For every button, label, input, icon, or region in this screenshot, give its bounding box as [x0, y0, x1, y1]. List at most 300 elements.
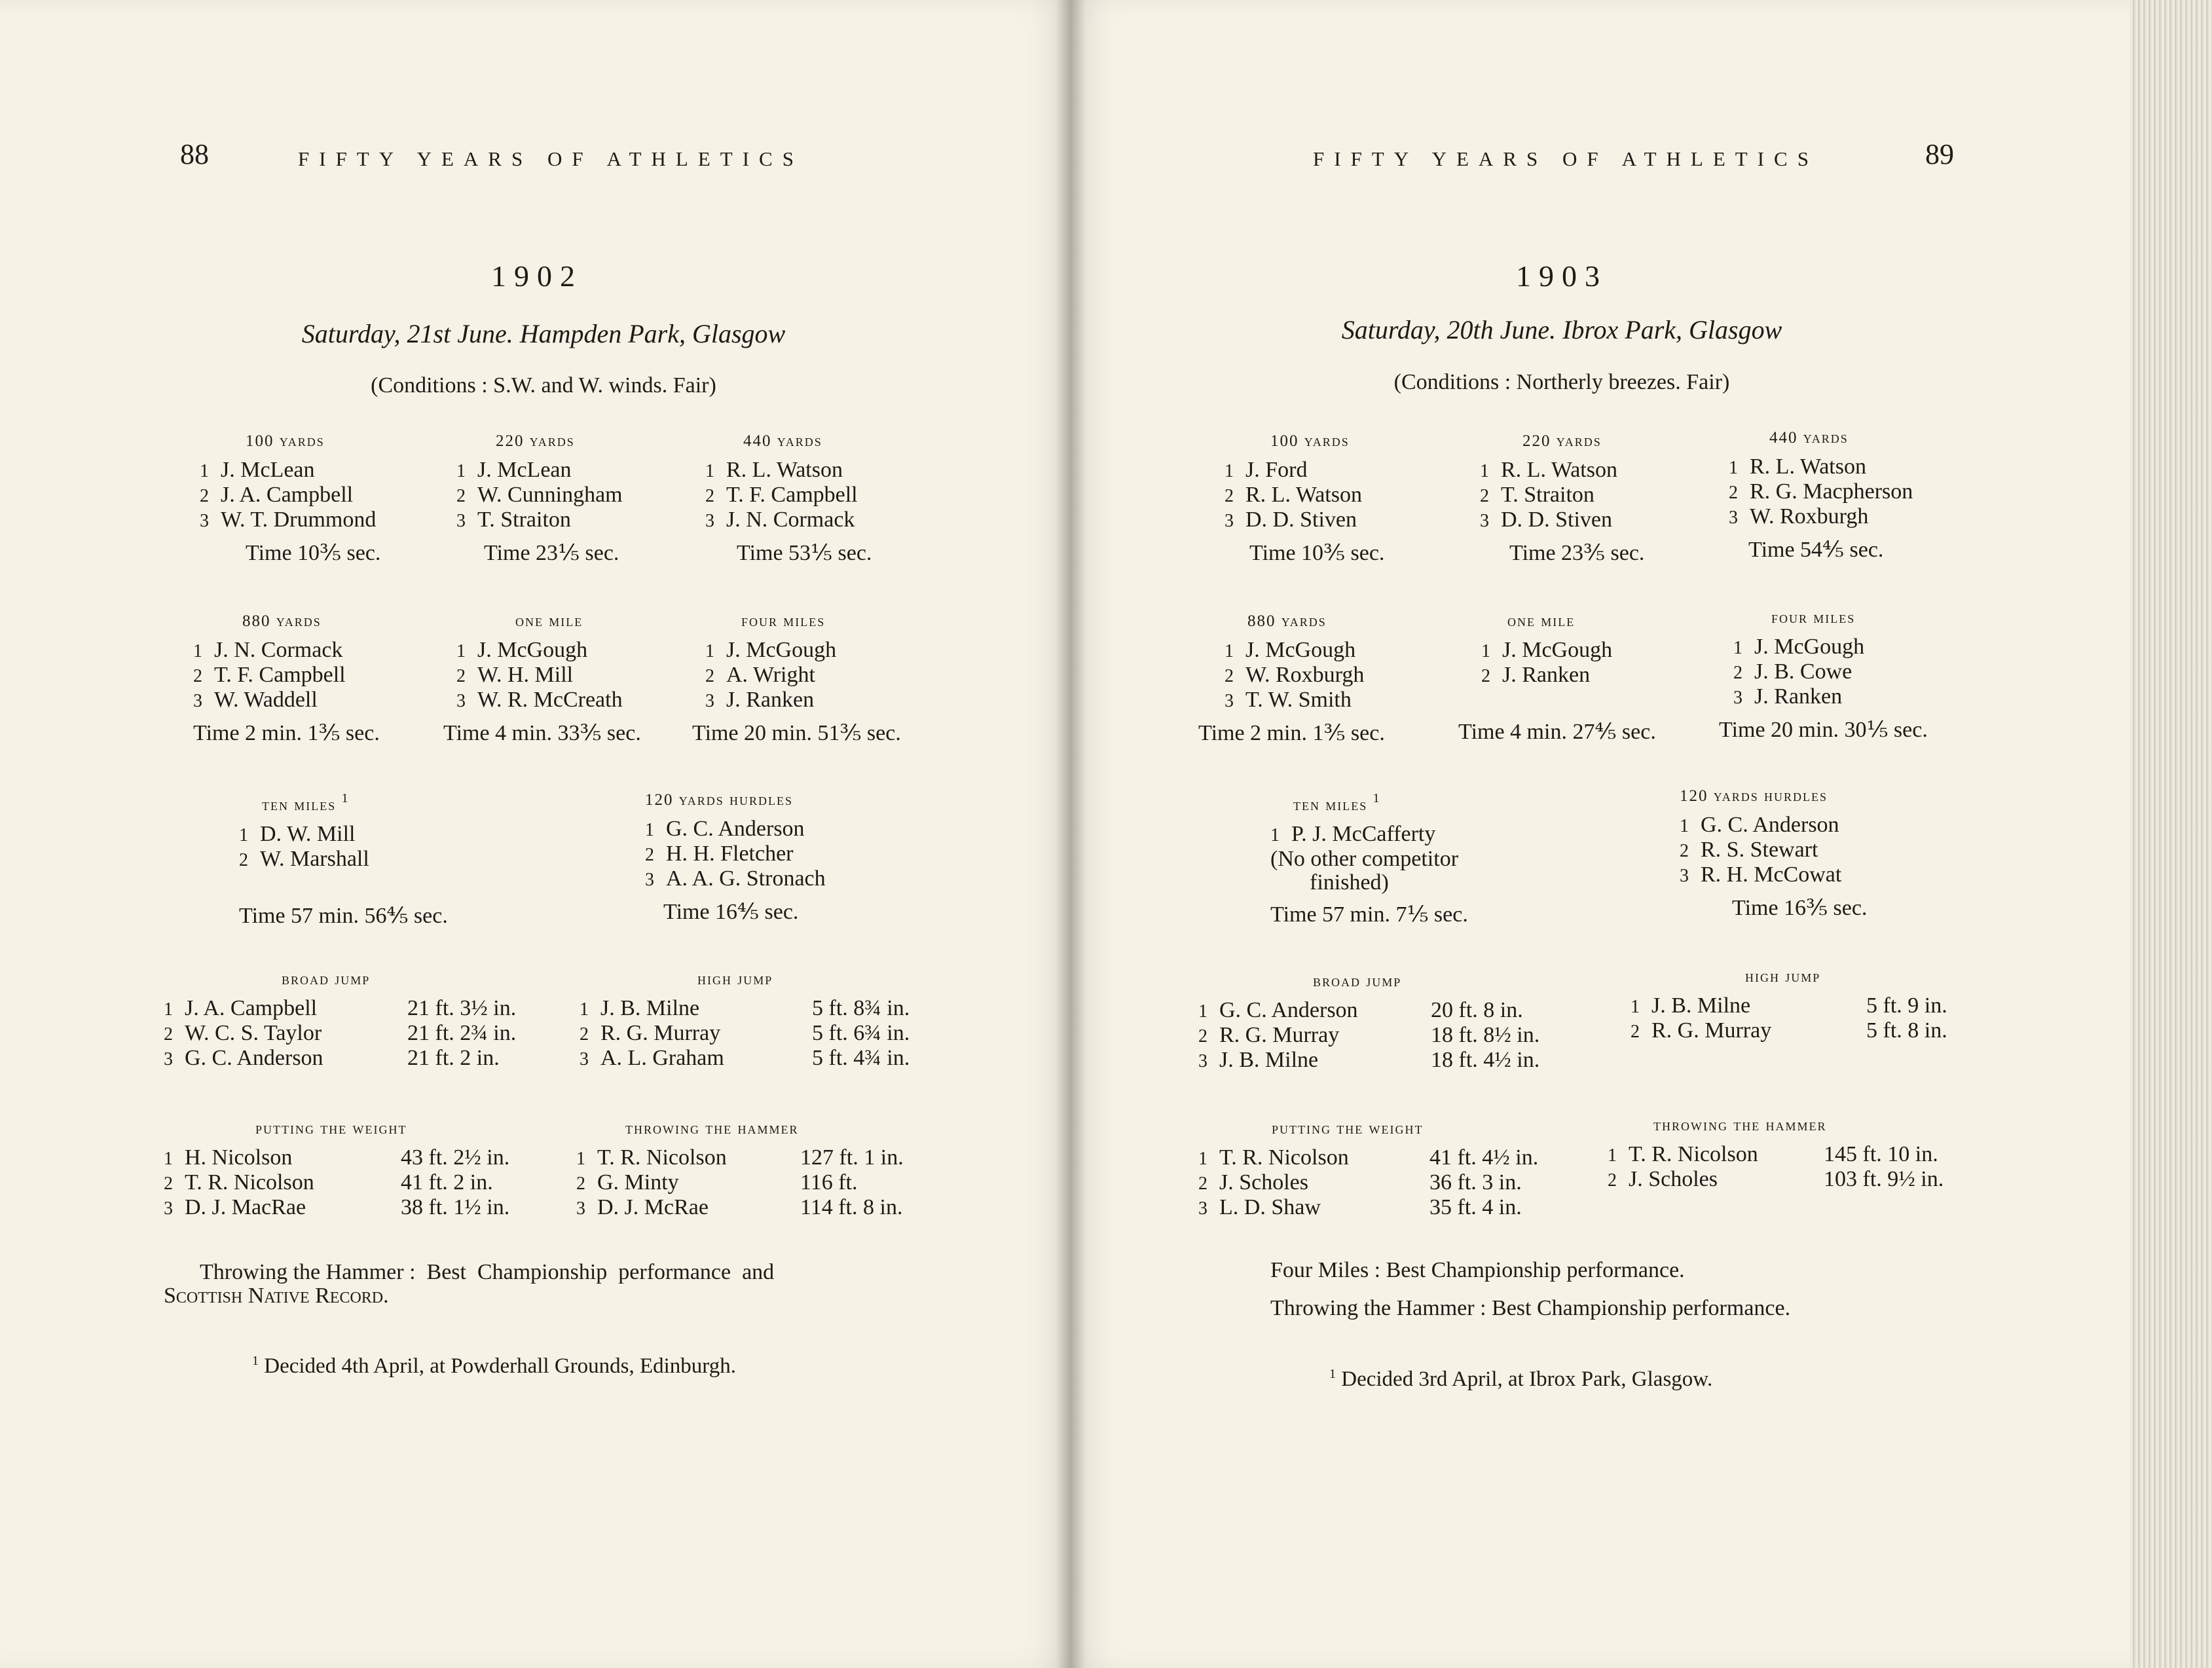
result-mark: 5 ft. 8 in.: [1866, 1018, 1947, 1043]
athlete-name: R. H. McCowat: [1701, 862, 1842, 887]
winning-time: Time 57 min. 7⅕ sec.: [1270, 902, 1468, 927]
footnote-marker: 1: [1329, 1367, 1336, 1381]
result-mark: 18 ft. 8½ in.: [1431, 1023, 1540, 1047]
record-note-line: Scottish Native Record.: [164, 1284, 389, 1308]
footnote-marker: 1: [252, 1354, 259, 1368]
place-number: 2: [1225, 666, 1234, 686]
athlete-name: W. Marshall: [260, 847, 369, 871]
winning-time: Time 23⅕ sec.: [484, 541, 619, 565]
event-title: 440 yards: [1769, 429, 1849, 447]
result-line: [456, 483, 623, 508]
athlete-name: R. G. Macpherson: [1750, 479, 1913, 504]
event-440-yards: [1729, 429, 1913, 563]
result-line: [1608, 1143, 1974, 1168]
athlete-name: T. Straiton: [1501, 483, 1594, 507]
meeting-dateline: Saturday, 21st June. Hampden Park, Glasgow: [301, 319, 786, 348]
athlete-name: R. L. Watson: [1245, 483, 1362, 507]
winning-time: Time 23⅗ sec.: [1509, 541, 1645, 565]
result-mark: 5 ft. 9 in.: [1866, 993, 1947, 1018]
event-440-yards: [705, 432, 872, 566]
place-number: 1: [1270, 825, 1280, 845]
result-line: [1198, 1048, 1565, 1073]
place-number: 2: [705, 666, 714, 686]
athlete-name: L. D. Shaw: [1219, 1195, 1321, 1219]
event-title: 120 yards hurdles: [1680, 787, 1828, 805]
result-line: [580, 997, 946, 1022]
event-title-text: ten miles: [262, 796, 337, 814]
athlete-name: A. Wright: [726, 663, 815, 687]
place-number: 1: [1481, 641, 1490, 661]
athlete-name: J. Scholes: [1629, 1167, 1718, 1191]
result-line: [1680, 813, 1867, 838]
athlete-name: T. F. Campbell: [214, 663, 346, 687]
event-title: high jump: [1745, 968, 1821, 986]
result-line: [576, 1146, 956, 1171]
winning-time: Time 4 min. 27⅘ sec.: [1458, 720, 1656, 744]
result-line: [1733, 685, 1928, 710]
result-line: [1631, 994, 1997, 1019]
result-line: [1680, 863, 1867, 888]
event-title-text: ten miles: [1293, 796, 1368, 814]
place-number: 2: [1198, 1174, 1207, 1194]
event-high-jump: [580, 971, 946, 1071]
result-line: [705, 483, 872, 508]
record-note-line: Throwing the Hammer : Best Championship performance.: [1270, 1296, 1791, 1320]
athlete-name: W. Cunningham: [477, 483, 623, 507]
result-mark: 103 ft. 9½ in.: [1824, 1167, 1944, 1191]
athlete-name: T. R. Nicolson: [1629, 1142, 1758, 1166]
result-line: [705, 663, 901, 688]
result-note: (No other competitor: [1270, 847, 1459, 871]
place-number: 3: [1480, 511, 1489, 531]
place-number: 2: [1733, 663, 1742, 683]
result-line: [164, 1171, 557, 1196]
athlete-name: W. Roxburgh: [1245, 663, 1365, 687]
place-number: 3: [705, 511, 714, 531]
place-number: 2: [705, 486, 714, 506]
result-line: [456, 663, 641, 688]
athlete-name: T. R. Nicolson: [597, 1145, 727, 1170]
winning-time: Time 16⅗ sec.: [1732, 896, 1868, 920]
result-line: [1198, 1146, 1565, 1171]
athlete-name: G. C. Anderson: [1701, 813, 1839, 837]
athlete-name: T. W. Smith: [1245, 688, 1352, 712]
result-line: [1608, 1168, 1974, 1193]
page-number: 89: [1925, 138, 1954, 170]
place-number: 2: [164, 1024, 173, 1045]
result-line: [645, 842, 826, 867]
place-number: 3: [456, 691, 466, 711]
result-line: [645, 817, 826, 842]
athlete-name: J. N. Cormack: [726, 508, 855, 532]
place-number: 1: [164, 999, 173, 1020]
event-one-mile: [1458, 612, 1656, 745]
place-number: 2: [200, 486, 209, 506]
athlete-name: J. McLean: [221, 458, 315, 482]
result-line: [576, 1196, 956, 1221]
result-line: [705, 508, 872, 533]
winning-time: Time 4 min. 33⅗ sec.: [443, 721, 641, 745]
place-number: 1: [645, 820, 654, 840]
place-number: 3: [200, 511, 209, 531]
result-line: [193, 663, 380, 688]
place-number: 3: [1225, 511, 1234, 531]
event-title: 100 yards: [246, 432, 325, 450]
athlete-name: R. L. Watson: [726, 458, 843, 482]
result-mark: 116 ft.: [800, 1170, 858, 1195]
result-line: [645, 867, 826, 892]
athlete-name: G. Minty: [597, 1170, 679, 1195]
winning-time: Time 53⅕ sec.: [737, 541, 872, 565]
event-title: [239, 791, 448, 815]
athlete-name: J. Ford: [1245, 458, 1308, 482]
place-number: 2: [1680, 841, 1689, 861]
result-line: [164, 997, 557, 1022]
result-line: [1225, 663, 1385, 688]
result-line: [576, 1171, 956, 1196]
result-line: [1680, 838, 1867, 863]
athlete-name: J. McGough: [726, 638, 837, 662]
result-mark: 41 ft. 2 in.: [401, 1170, 493, 1195]
result-line: [1480, 483, 1644, 508]
result-line: [1733, 635, 1928, 660]
athlete-name: J. B. Cowe: [1754, 659, 1853, 684]
result-line: [1481, 663, 1656, 688]
athlete-name: J. Ranken: [726, 688, 815, 712]
result-mark: 36 ft. 3 in.: [1429, 1170, 1522, 1195]
result-mark: 5 ft. 8¾ in.: [812, 996, 910, 1020]
place-number: 1: [456, 461, 466, 481]
athlete-name: H. Nicolson: [185, 1145, 293, 1170]
result-line: [1729, 505, 1913, 530]
place-number: 3: [705, 691, 714, 711]
place-number: 1: [1608, 1145, 1617, 1166]
result-line: [1198, 1196, 1565, 1221]
result-mark: 38 ft. 1½ in.: [401, 1195, 510, 1219]
athlete-name: D. J. McRae: [597, 1195, 709, 1219]
result-line: [200, 483, 380, 508]
athlete-name: R. S. Stewart: [1701, 838, 1818, 862]
athlete-name: T. R. Nicolson: [185, 1170, 314, 1195]
place-number: 2: [1631, 1022, 1640, 1042]
result-mark: 5 ft. 6¾ in.: [812, 1021, 910, 1045]
athlete-name: T. F. Campbell: [726, 483, 858, 507]
footnote-marker: 1: [1373, 791, 1381, 806]
result-line: [200, 458, 380, 483]
result-line: [1631, 1019, 1997, 1044]
result-line: [456, 639, 641, 663]
event-title: 220 yards: [496, 432, 575, 450]
place-number: 2: [1225, 486, 1234, 506]
athlete-name: P. J. McCafferty: [1291, 822, 1436, 846]
event-title: 100 yards: [1270, 432, 1350, 450]
place-number: 1: [1225, 461, 1234, 481]
result-line: [239, 847, 448, 872]
athlete-name: D. D. Stiven: [1245, 508, 1357, 532]
place-number: 1: [1733, 638, 1742, 658]
athlete-name: J. McLean: [477, 458, 572, 482]
result-mark: 21 ft. 2 in.: [407, 1046, 500, 1070]
event-120-yards-hurdles: [645, 791, 826, 925]
result-mark: 18 ft. 4½ in.: [1431, 1048, 1540, 1072]
winning-time: Time 16⅘ sec.: [663, 900, 799, 924]
athlete-name: J. McGough: [1502, 638, 1613, 662]
athlete-name: D. J. MacRae: [185, 1195, 306, 1219]
result-line: [164, 1022, 557, 1047]
result-mark: 114 ft. 8 in.: [800, 1195, 903, 1219]
place-number: 3: [164, 1049, 173, 1069]
result-line: [705, 688, 901, 713]
page-edges: [2130, 0, 2212, 1668]
place-number: 1: [1631, 997, 1640, 1017]
result-mark: 21 ft. 3½ in.: [407, 996, 517, 1020]
place-number: 2: [1729, 483, 1738, 503]
event-putting-the-weight: [164, 1120, 557, 1221]
result-note: finished): [1310, 870, 1389, 895]
year-heading: 1902: [491, 259, 583, 293]
result-line: [705, 458, 872, 483]
athlete-name: G. C. Anderson: [185, 1046, 323, 1070]
place-number: 2: [645, 845, 654, 865]
event-220-yards: [456, 432, 623, 566]
athlete-name: W. Waddell: [214, 688, 318, 712]
place-number: 1: [1225, 641, 1234, 661]
place-number: 1: [705, 461, 714, 481]
result-line: [1225, 458, 1384, 483]
result-mark: 35 ft. 4 in.: [1429, 1195, 1522, 1219]
event-title: one mile: [1507, 612, 1576, 630]
result-line: [456, 508, 623, 533]
athlete-name: W. C. S. Taylor: [185, 1021, 322, 1045]
athlete-name: J. N. Cormack: [214, 638, 343, 662]
athlete-name: J. A. Campbell: [221, 483, 354, 507]
athlete-name: A. L. Graham: [600, 1046, 724, 1070]
result-mark: 20 ft. 8 in.: [1431, 998, 1523, 1022]
event-title: [1270, 791, 1468, 815]
event-title: putting the weight: [1272, 1120, 1424, 1138]
place-number: 1: [580, 999, 589, 1020]
event-title: four miles: [741, 612, 826, 630]
result-line: [1480, 508, 1644, 533]
place-number: 2: [1480, 486, 1489, 506]
athlete-name: J. McGough: [477, 638, 588, 662]
event-title: 880 yards: [1247, 612, 1327, 630]
footnote-text: Decided 3rd April, at Ibrox Park, Glasgow.: [1341, 1367, 1713, 1391]
place-number: 1: [200, 461, 209, 481]
event-four-miles: [692, 612, 901, 746]
event-title: throwing the hammer: [1653, 1117, 1827, 1134]
place-number: 1: [193, 641, 202, 661]
athlete-name: A. A. G. Stronach: [666, 866, 826, 891]
result-line: [1480, 458, 1644, 483]
place-number: 3: [1198, 1051, 1207, 1071]
record-note-line: Throwing the Hammer : Best Championship performance and: [200, 1260, 775, 1284]
event-title: 120 yards hurdles: [645, 791, 794, 809]
conditions: (Conditions : Northerly breezes. Fair): [1393, 370, 1730, 394]
meeting-dateline: Saturday, 20th June. Ibrox Park, Glasgow: [1341, 315, 1782, 344]
event-four-miles: [1719, 609, 1928, 743]
athlete-name: W. R. McCreath: [477, 688, 623, 712]
event-broad-jump: [164, 971, 557, 1071]
result-line: [164, 1196, 557, 1221]
event-title: 440 yards: [743, 432, 822, 450]
result-line: [705, 639, 901, 663]
place-number: 2: [1481, 666, 1490, 686]
place-number: 3: [164, 1198, 173, 1219]
winning-time: Time 57 min. 56⅘ sec.: [239, 904, 448, 928]
event-throwing-the-hammer: [1608, 1117, 1974, 1193]
place-number: 3: [193, 691, 202, 711]
place-number: 2: [193, 666, 202, 686]
page-number: 88: [180, 138, 209, 170]
place-number: 1: [1198, 1149, 1207, 1169]
athlete-name: J. A. Campbell: [185, 996, 318, 1020]
record-note: [164, 1261, 930, 1308]
place-number: 3: [580, 1049, 589, 1069]
place-number: 1: [576, 1149, 585, 1169]
event-880-yards: [1198, 612, 1385, 746]
event-100-yards: [200, 432, 380, 566]
result-line: [1733, 660, 1928, 685]
running-head: FIFTY YEARS OF ATHLETICS: [298, 147, 803, 170]
place-number: 1: [705, 641, 714, 661]
result-line: [193, 688, 380, 713]
event-title: four miles: [1771, 609, 1856, 627]
winning-time: Time 10⅗ sec.: [246, 541, 381, 565]
winning-time: Time 2 min. 1⅗ sec.: [193, 721, 380, 745]
winning-time: Time 54⅘ sec.: [1748, 538, 1884, 562]
result-line: [1225, 508, 1384, 533]
place-number: 3: [576, 1198, 585, 1219]
place-number: 1: [164, 1149, 173, 1169]
athlete-name: J. B. Milne: [600, 996, 700, 1020]
athlete-name: J. Scholes: [1219, 1170, 1308, 1195]
result-line: [1729, 480, 1913, 505]
result-line: [193, 639, 380, 663]
athlete-name: J. McGough: [1245, 638, 1356, 662]
athlete-name: J. McGough: [1754, 635, 1865, 659]
athlete-name: G. C. Anderson: [1219, 998, 1358, 1022]
athlete-name: W. H. Mill: [477, 663, 574, 687]
result-line: [1198, 1171, 1565, 1196]
footnote: [252, 1354, 736, 1379]
athlete-name: R. L. Watson: [1501, 458, 1617, 482]
left-page: [0, 0, 1071, 1668]
event-220-yards: [1480, 432, 1644, 566]
result-line: [580, 1022, 946, 1047]
athlete-name: D. D. Stiven: [1501, 508, 1612, 532]
athlete-name: R. G. Murray: [1651, 1018, 1772, 1043]
place-number: 2: [456, 486, 466, 506]
athlete-name: J. Ranken: [1502, 663, 1591, 687]
event-title: putting the weight: [255, 1120, 407, 1138]
event-880-yards: [193, 612, 380, 746]
result-line: [1729, 455, 1913, 480]
place-number: 2: [580, 1024, 589, 1045]
place-number: 1: [1198, 1001, 1207, 1022]
right-page: [1071, 0, 2130, 1668]
event-title: broad jump: [1313, 973, 1402, 990]
result-line: [1481, 639, 1656, 663]
place-number: 1: [1680, 816, 1689, 836]
place-number: 2: [239, 850, 248, 870]
athlete-name: J. B. Milne: [1219, 1048, 1319, 1072]
result-line: [164, 1047, 557, 1071]
event-title: broad jump: [282, 971, 371, 988]
athlete-name: T. Straiton: [477, 508, 571, 532]
record-note-line: Four Miles : Best Championship performance.: [1270, 1258, 1685, 1282]
place-number: 3: [1225, 691, 1234, 711]
place-number: 2: [164, 1174, 173, 1194]
place-number: 2: [1608, 1170, 1617, 1191]
athlete-name: W. Roxburgh: [1750, 504, 1869, 528]
result-line: [1225, 639, 1385, 663]
place-number: 3: [1680, 866, 1689, 886]
result-mark: 43 ft. 2½ in.: [401, 1145, 510, 1170]
event-throwing-the-hammer: [576, 1120, 956, 1221]
athlete-name: G. C. Anderson: [666, 817, 805, 841]
athlete-name: J. B. Milne: [1651, 993, 1751, 1018]
result-line: [200, 508, 380, 533]
place-number: 1: [239, 825, 248, 845]
athlete-name: R. L. Watson: [1750, 454, 1866, 479]
result-mark: 21 ft. 2¾ in.: [407, 1021, 517, 1045]
result-line: [456, 688, 641, 713]
place-number: 1: [456, 641, 466, 661]
place-number: 2: [1198, 1026, 1207, 1047]
place-number: 3: [1198, 1198, 1207, 1219]
athlete-name: H. H. Fletcher: [666, 842, 794, 866]
result-line: [456, 458, 623, 483]
place-number: 3: [645, 870, 654, 890]
winning-time: Time 10⅗ sec.: [1249, 541, 1385, 565]
result-line: [1198, 999, 1565, 1024]
result-line: [1225, 483, 1384, 508]
result-mark: 5 ft. 4¾ in.: [812, 1046, 910, 1070]
result-line: [239, 823, 448, 847]
footnote-marker: 1: [341, 791, 350, 806]
athlete-name: W. T. Drummond: [221, 508, 377, 532]
result-mark: 127 ft. 1 in.: [800, 1145, 904, 1170]
winning-time: Time 20 min. 30⅕ sec.: [1719, 718, 1928, 742]
place-number: 3: [1729, 508, 1738, 528]
event-title: high jump: [697, 971, 773, 988]
place-number: 3: [456, 511, 466, 531]
winning-time: Time 2 min. 1⅗ sec.: [1198, 721, 1385, 745]
event-high-jump: [1631, 968, 1997, 1044]
place-number: 1: [1729, 458, 1738, 478]
athlete-name: R. G. Murray: [1219, 1023, 1340, 1047]
athlete-name: D. W. Mill: [260, 822, 356, 846]
winning-time: Time 20 min. 51⅗ sec.: [692, 721, 901, 745]
place-number: 2: [456, 666, 466, 686]
event-title: 880 yards: [242, 612, 322, 630]
year-heading: 1903: [1516, 259, 1608, 293]
result-line: [580, 1047, 946, 1071]
athlete-name: J. Ranken: [1754, 684, 1843, 709]
event-100-yards: [1225, 432, 1384, 566]
footnote: [1329, 1367, 1712, 1392]
footnote-text: Decided 4th April, at Powderhall Grounds, Edinburgh.: [264, 1354, 736, 1378]
event-title: 220 yards: [1522, 432, 1602, 450]
result-line: [1270, 823, 1468, 847]
result-mark: 41 ft. 4½ in.: [1429, 1145, 1539, 1170]
event-ten-miles: [1270, 791, 1468, 927]
result-line: [1198, 1024, 1565, 1048]
place-number: 2: [576, 1174, 585, 1194]
result-line: [1225, 688, 1385, 713]
result-mark: 145 ft. 10 in.: [1824, 1142, 1938, 1166]
